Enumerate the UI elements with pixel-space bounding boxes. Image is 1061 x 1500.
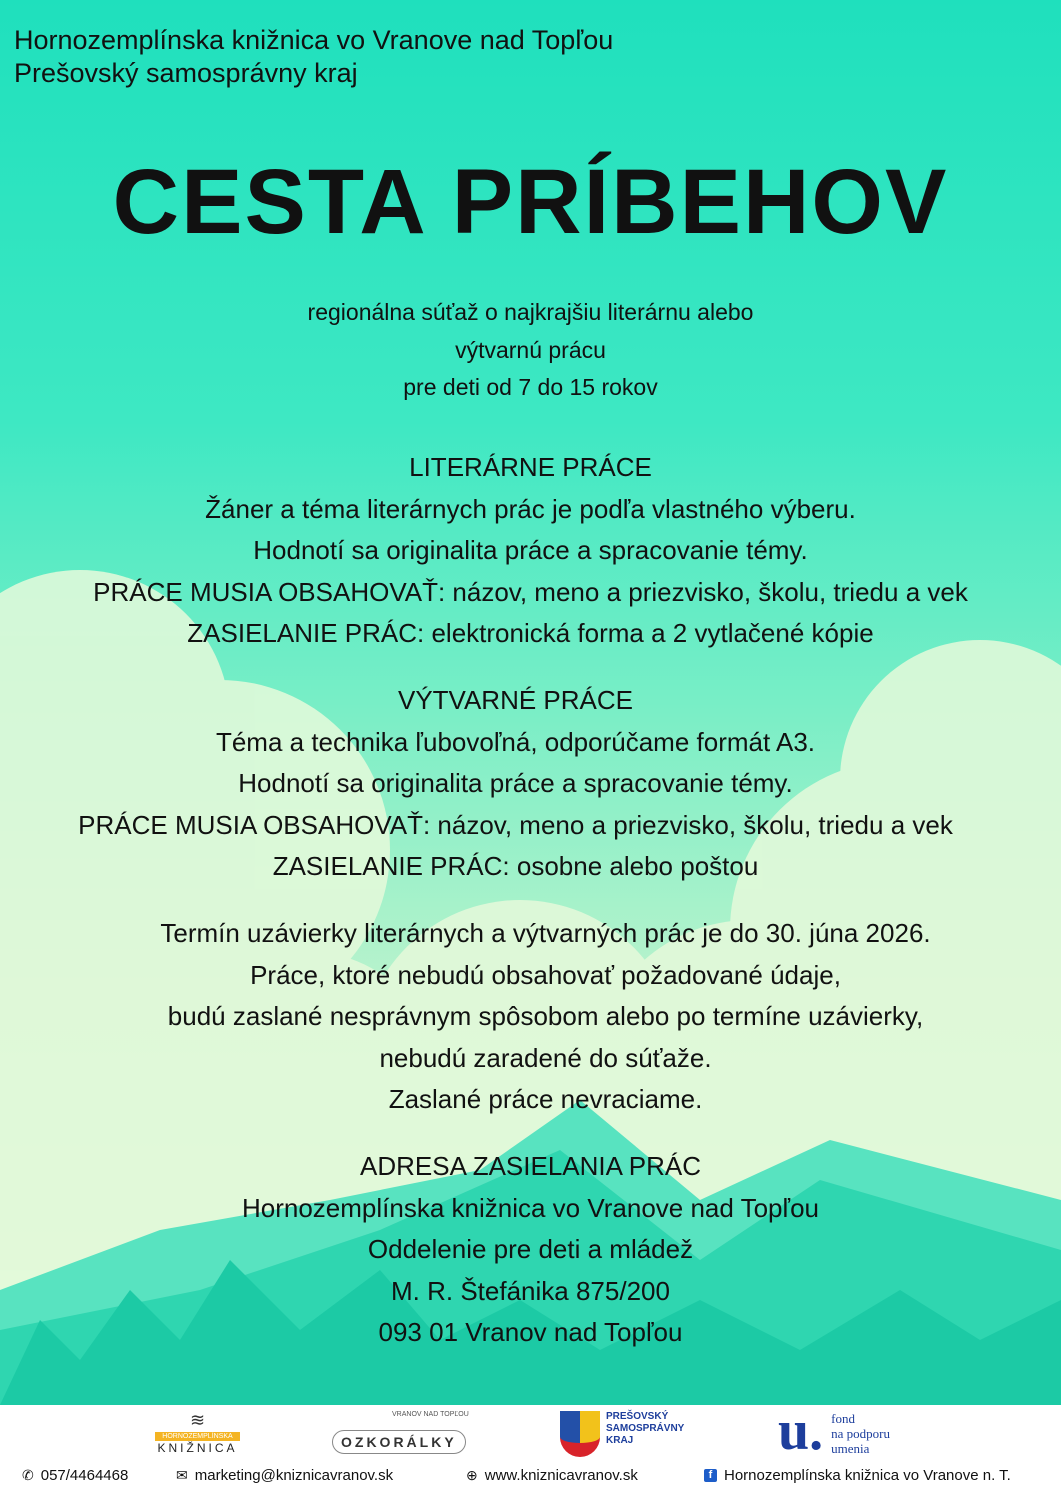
logo-arc-text: VRANOV NAD TOPĽOU [392,1411,469,1418]
logo-text: KNIŽNICA [157,1441,238,1455]
email-icon: ✉ [176,1467,188,1483]
section-line: Práce, ktoré nebudú obsahovať požadované údaje, [250,959,841,990]
logo-text: OZKORÁLKY [332,1430,466,1454]
section-line: Zaslané práce nevraciame. [388,1084,703,1114]
book-icon: ≋ [189,1410,206,1430]
section-line: 093 01 Vranov nad Topľou [378,1317,683,1347]
section-heading: VÝTVARNÉ PRÁCE [397,685,633,715]
phone-contact[interactable] [22,1467,128,1484]
section-line: Termín uzávierky literárnych a výtvarných prác je do 30. júna 2026. [160,918,931,948]
section-heading: ADRESA ZASIELANIA PRÁC [359,1151,701,1181]
phone-number: 057/4464468 [40,1467,129,1484]
section-line: nebudú zaradené do súťaže. [379,1042,712,1073]
region-name: Prešovský samosprávny kraj [14,58,358,88]
library-logo [155,1410,240,1455]
section-line: Hodnotí sa originalita práce a spracovanie témy. [253,535,808,565]
psk-logo [560,1411,684,1457]
address-section [0,1146,1061,1354]
section-line: PRÁCE MUSIA OBSAHOVAŤ: názov, meno a priezvisko, školu, triedu a vek [93,576,968,607]
facebook-contact[interactable] [704,1467,1011,1484]
section-line: Téma a technika ľubovoľná, odporúčame formát A3. [215,726,816,757]
art-section [0,680,1046,888]
logo-text: KRAJ [606,1435,634,1446]
poster-title: CESTA PRÍBEHOV [112,151,949,253]
subtitle-line: pre deti od 7 do 15 rokov [403,374,658,400]
facebook-icon: f [704,1469,717,1482]
facebook-page: Hornozemplínska knižnica vo Vranove n. T. [724,1467,1011,1484]
logo-text: fond [831,1411,855,1426]
ozkoralky-logo [322,1410,482,1460]
subtitle-line: regionálna súťaž o najkrajšiu literárnu alebo [307,299,754,325]
globe-icon: ⊕ [466,1467,478,1483]
coat-of-arms-icon [560,1411,600,1457]
literary-section [0,447,1061,655]
logo-text: PREŠOVSKÝ [606,1411,669,1422]
subtitle [0,294,1061,407]
logo-text: umenia [831,1441,870,1456]
section-heading: LITERÁRNE PRÁCE [409,452,652,482]
logo-band: HORNOZEMPLÍNSKA [155,1432,240,1441]
section-line: PRÁCE MUSIA OBSAHOVAŤ: názov, meno a priezvisko, školu, triedu a vek [78,809,953,840]
fpu-logo [778,1400,891,1462]
section-line: budú zaslané nesprávnym spôsobom alebo po termíne uzávierky, [167,1001,924,1031]
email-address: marketing@kniznicavranov.sk [194,1467,394,1484]
phone-icon: ✆ [22,1467,34,1483]
section-line: ZASIELANIE PRÁC: osobne alebo poštou [272,851,759,881]
email-contact[interactable] [176,1467,393,1484]
organizer-name: Hornozemplínska knižnica vo Vranove nad Topľou [14,25,614,55]
web-contact[interactable] [466,1467,638,1484]
section-line: M. R. Štefánika 875/200 [391,1275,670,1306]
deadline-section [15,913,1061,1121]
subtitle-line: výtvarnú prácu [455,336,606,363]
logo-text: SAMOSPRÁVNY [606,1423,685,1434]
section-line: Žáner a téma literárnych prác je podľa vlastného výberu. [205,493,856,524]
logo-mark: u. [778,1400,824,1462]
section-line: ZASIELANIE PRÁC: elektronická forma a 2 vytlačené kópie [187,618,874,648]
section-line: Hodnotí sa originalita práce a spracovanie témy. [238,768,793,798]
website-url: www.kniznicavranov.sk [484,1467,638,1484]
section-line: Hornozemplínska knižnica vo Vranove nad Topľou [241,1192,820,1223]
logo-text: na podporu [831,1426,891,1441]
section-line: Oddelenie pre deti a mládež [367,1234,694,1264]
